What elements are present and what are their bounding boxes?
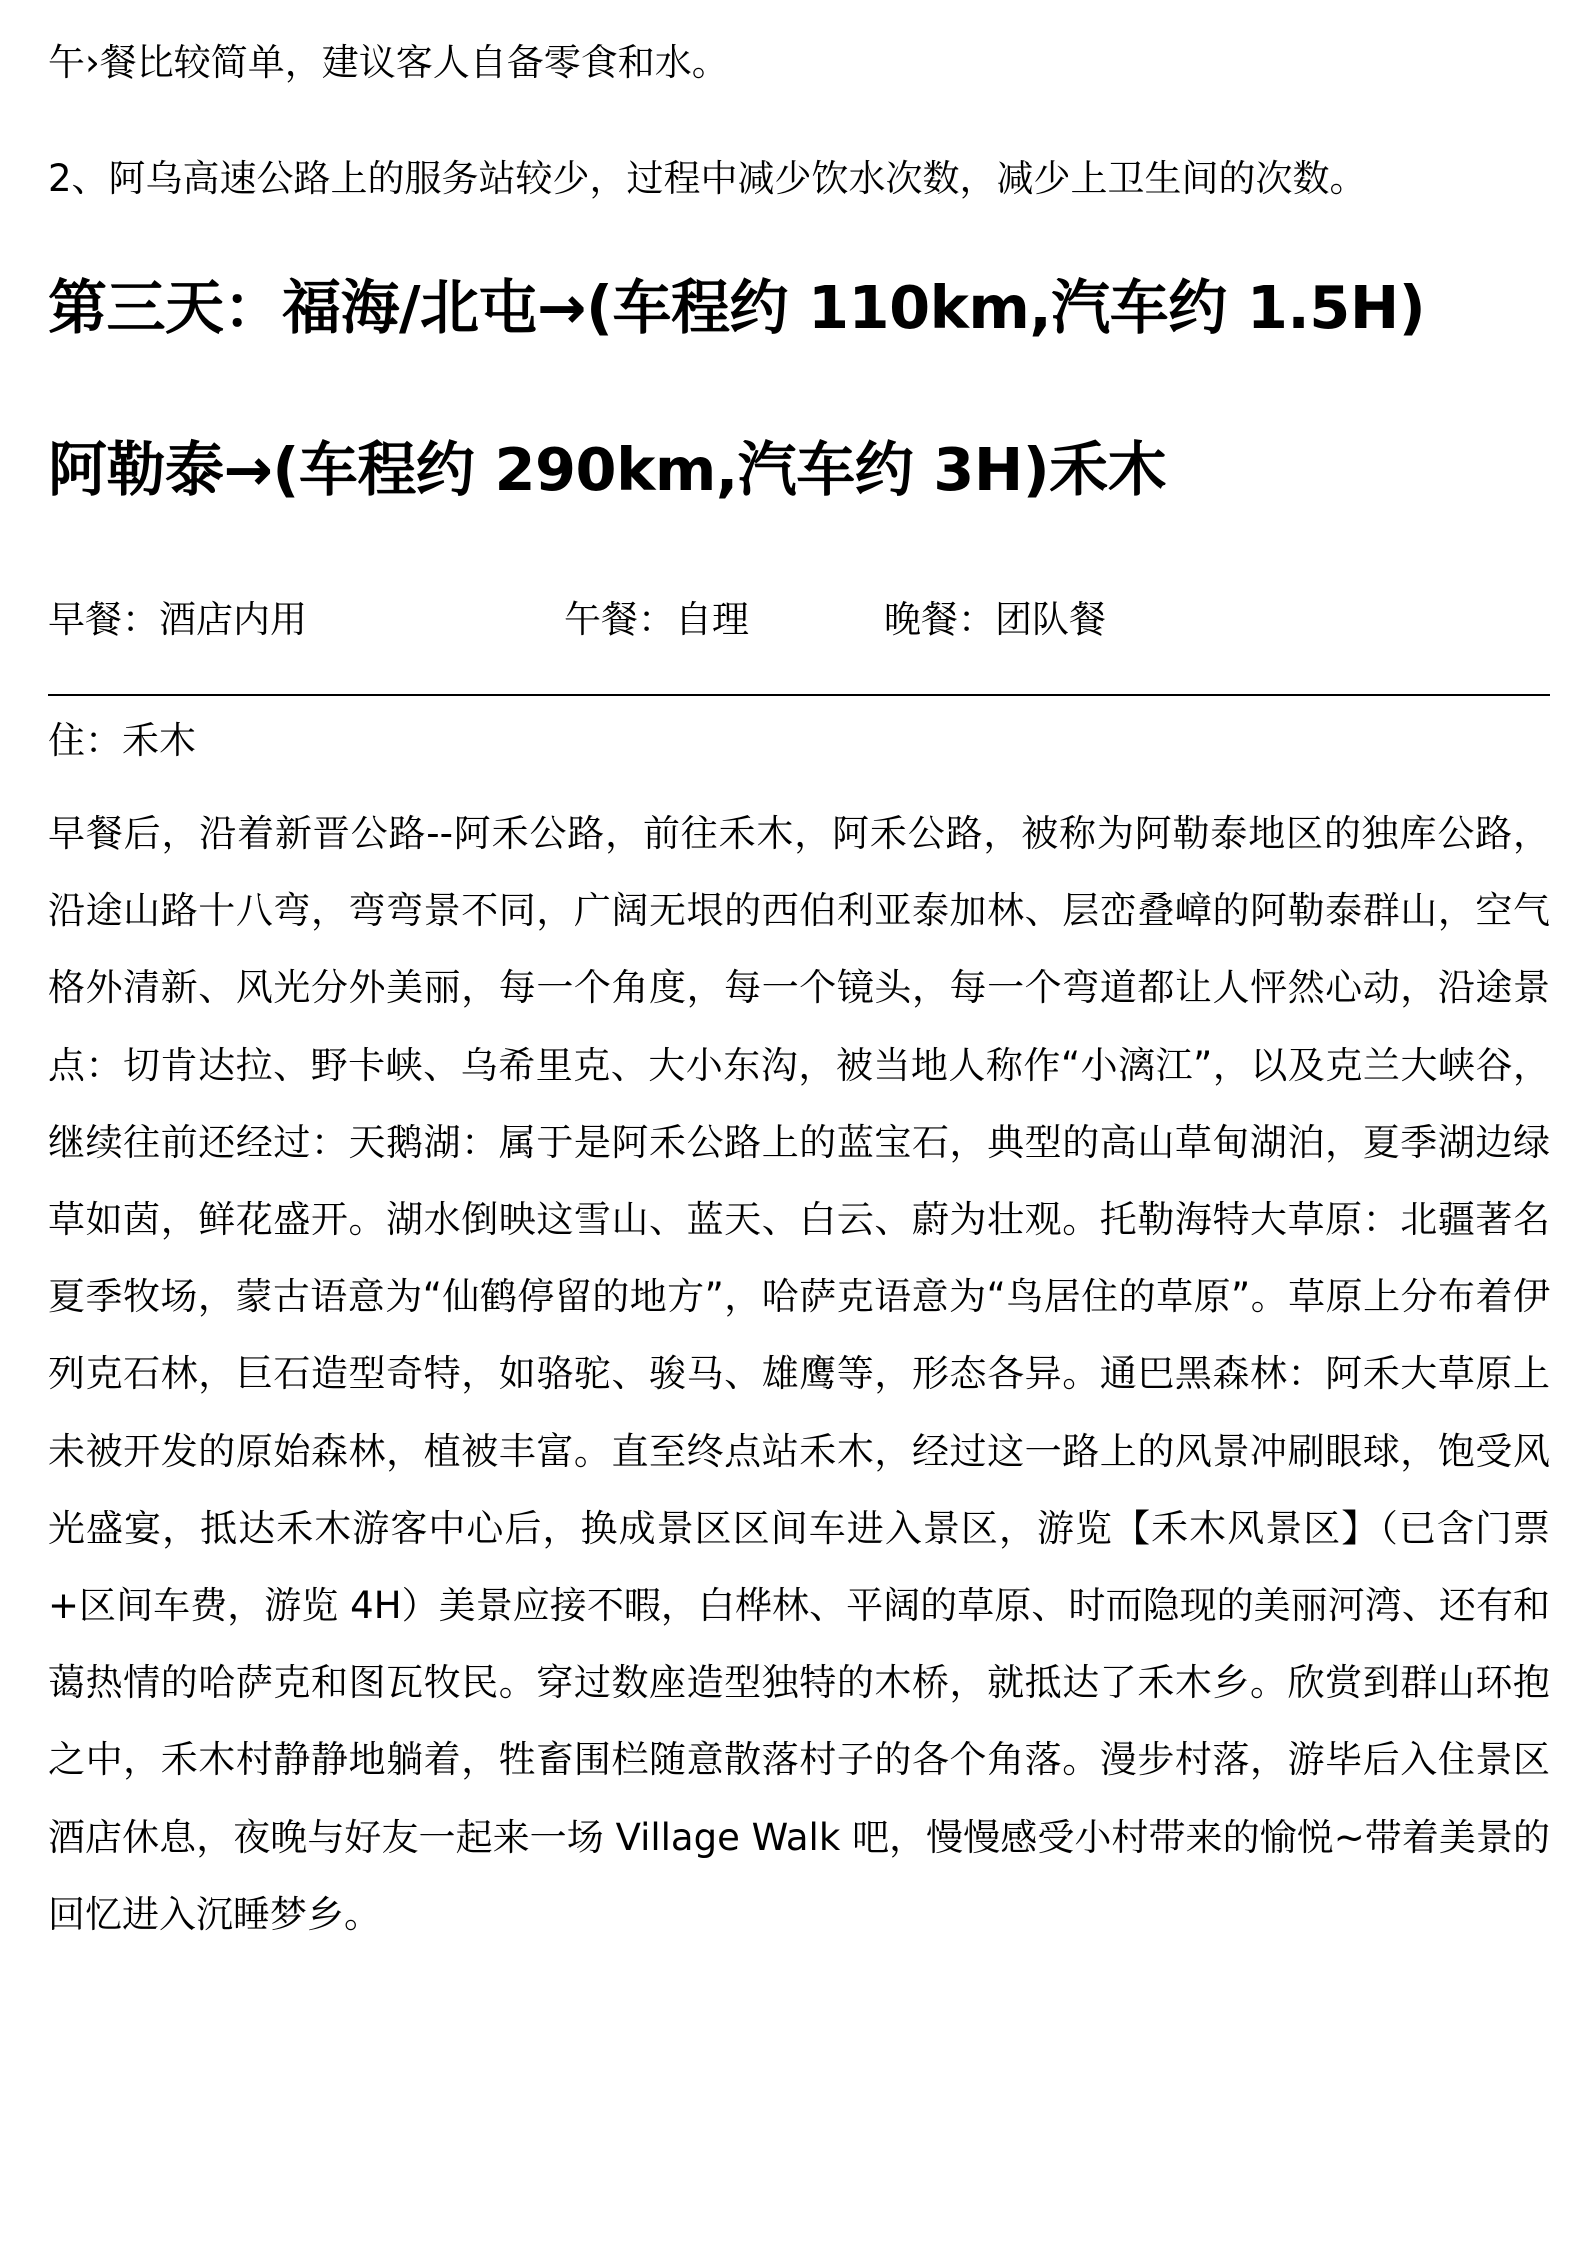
- itinerary-description: 早餐后，沿着新晋公路--阿禾公路，前往禾木，阿禾公路，被称为阿勒泰地区的独库公路，沿途山路十八弯，弯弯景不同，广阔无垠的西伯利亚泰加林、层峦叠嶂的阿勒泰群山，空气格外清新、风光分外美丽，每一个角度，每一个镜头，每一个弯道都让人怦然心动，沿途景点：切肯达拉、野卡峡、乌希里克、大小东沟，被当地人称作“小漓江”，以及克兰大峡谷，继续往前还经过：天鹅湖：属于是阿禾公路上的蓝宝石，典型的高山草甸湖泊，夏季湖边绿草如茵，鲜花盛开。湖水倒映这雪山、蓝天、白云、蔚为壮观。托勒海特大草原：北疆著名夏季牧场，蒙古语意为“仙鹤停留的地方”，哈萨克语意为“鸟居住的草原”。草原上分布着伊列克石林，巨石造型奇特，如骆驼、骏马、雄鹰等，形态各异。通巴黑森林：阿禾大草原上未被开发的原始森林，植被丰富。直至终点站禾木，经过这一路上的风景冲刷眼球，饱受风光盛宴，抵达禾木游客中心后，换成景区区间车进入景区，游览【禾木风景区】（已含门票+区间车费，游览 4H）美景应接不暇，白桦林、平阔的草原、时而隐现的美丽河湾、还有和蔼热情的哈萨克和图瓦牧民。穿过数座造型独特的木桥，就抵达了禾木乡。欣赏到群山环抱之中，禾木村静静地躺着，牲畜围栏随意散落村子的各个角落。漫步村落，游毕后入住景区酒店休息，夜晚与好友一起来一场 Village Walk 吧，慢慢感受小村带来的愉悦~带着美景的回忆进入沉睡梦乡。: [48, 812, 1550, 1936]
- note-line-lunch: 午›餐比较简单，建议客人自备零食和水。: [48, 41, 729, 84]
- day-title-line-2: 阿勒泰→(车程约 290km,汽车约 3H)禾木: [48, 435, 1167, 504]
- meal-dinner: 晚餐：团队餐: [884, 598, 1106, 641]
- meal-lunch: 午餐：自理: [564, 598, 749, 641]
- accommodation: 住：禾木: [48, 719, 196, 762]
- meals-row: [48, 593, 1550, 647]
- note-line-service-stations: 2、阿乌高速公路上的服务站较少，过程中减少饮水次数，减少上卫生间的次数。: [48, 157, 1367, 200]
- meal-breakfast: 早餐：酒店内用: [48, 598, 307, 641]
- divider-line: [48, 694, 1550, 696]
- day-title-line-1: 第三天：福海/北屯→(车程约 110km,汽车约 1.5H): [48, 273, 1426, 342]
